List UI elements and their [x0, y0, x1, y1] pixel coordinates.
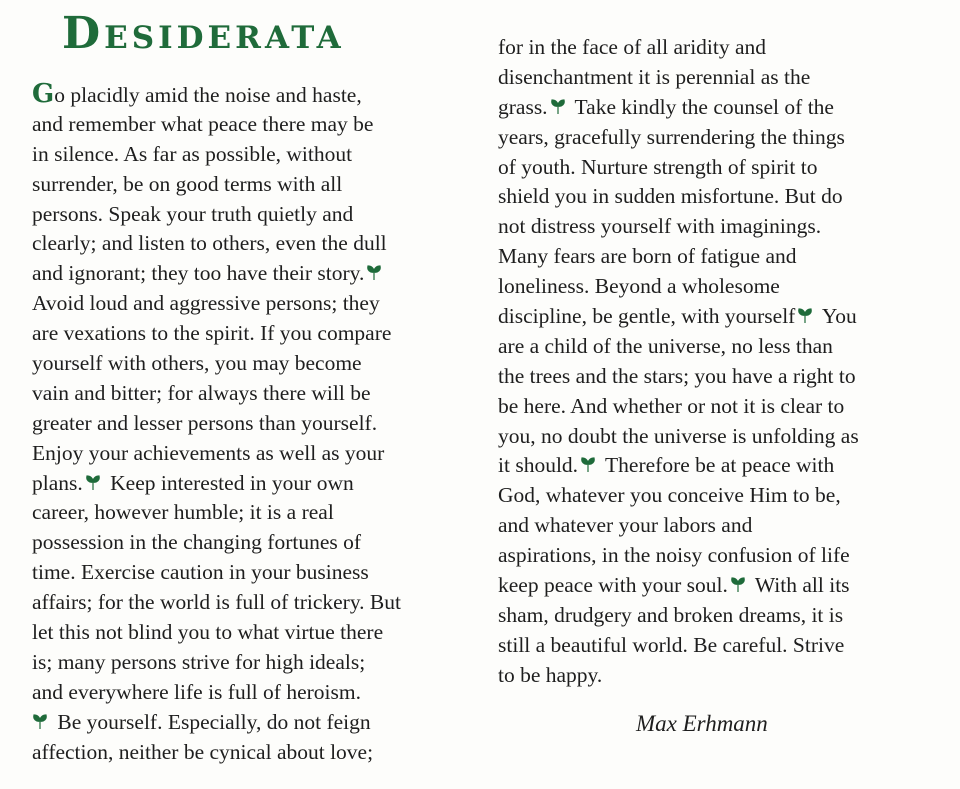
text-line: let this not blind you to what virtue there: [32, 620, 384, 645]
leaf-ornament-icon: [797, 308, 813, 324]
leaf-ornament-icon: [366, 265, 382, 281]
leaf-ornament-icon: [730, 577, 746, 593]
line-text: With all its: [749, 573, 850, 598]
text-line: and whatever your labors and: [498, 513, 753, 538]
text-line: vain and bitter; for always there will be: [32, 380, 371, 405]
text-line: is; many persons strive for high ideals;: [32, 649, 366, 674]
text-line: in silence. As far as possible, without: [32, 141, 353, 166]
text-line: [32, 708, 472, 738]
text-line: [498, 451, 938, 481]
leaf-ornament-icon: [32, 714, 48, 730]
text-line: not distress yourself with imaginings.: [498, 214, 822, 239]
line-text: discipline, be gentle, with yourself: [498, 304, 796, 329]
text-line: sham, drudgery and broken dreams, it is: [498, 602, 844, 627]
text-line: [32, 259, 472, 289]
text-line: the trees and the stars; you have a right to: [498, 363, 856, 388]
text-line: of youth. Nurture strength of spirit to: [498, 154, 818, 179]
text-line: years, gracefully surrendering the things: [498, 124, 845, 149]
text-line: [498, 302, 938, 332]
drop-cap: G: [32, 79, 55, 109]
line-text: Be yourself. Especially, do not feign: [52, 709, 371, 734]
text-line: [498, 571, 938, 601]
text-line: [32, 80, 472, 110]
text-line: aspirations, in the noisy confusion of life: [498, 543, 850, 568]
text-line: are vexations to the spirit. If you compare: [32, 321, 392, 346]
line-text: it should.: [498, 453, 579, 478]
line-text: grass.: [498, 94, 548, 119]
leaf-ornament-icon: [580, 457, 596, 473]
text-line: career, however humble; it is a real: [32, 500, 334, 525]
text-line: time. Exercise caution in your business: [32, 560, 369, 585]
line-text: Keep interested in your own: [104, 470, 354, 495]
line-text: Take kindly the counsel of the: [569, 94, 834, 119]
line-text: o placidly amid the noise and haste,: [54, 83, 362, 107]
leaf-ornament-icon: [85, 475, 101, 491]
author-signature: Max Erhmann: [636, 711, 768, 736]
text-line: affairs; for the world is full of trickery. But: [32, 590, 401, 615]
line-text: plans.: [32, 470, 83, 495]
text-line: surrender, be on good terms with all: [32, 171, 343, 196]
text-line: yourself with others, you may become: [32, 351, 362, 376]
text-line: greater and lesser persons than yourself.: [32, 410, 378, 435]
text-line: possession in the changing fortunes of: [32, 530, 362, 555]
text-line: to be happy.: [498, 662, 603, 687]
text-line: God, whatever you conceive Him to be,: [498, 483, 841, 508]
text-line: [498, 93, 938, 123]
line-text: You: [817, 304, 857, 329]
text-line: clearly; and listen to others, even the dull: [32, 231, 387, 256]
line-text: Therefore be at peace with: [600, 453, 835, 478]
text-line: persons. Speak your truth quietly and: [32, 201, 354, 226]
leaf-ornament-icon: [550, 99, 566, 115]
text-line: Many fears are born of fatigue and: [498, 244, 797, 269]
line-text: and ignorant; they too have their story.: [32, 261, 365, 286]
text-line: and remember what peace there may be: [32, 111, 374, 136]
text-line: affection, neither be cynical about love;: [32, 739, 374, 764]
text-line: are a child of the universe, no less than: [498, 333, 833, 358]
poem-title: Desiderata: [62, 8, 345, 59]
text-line: shield you in sudden misfortune. But do: [498, 184, 843, 209]
text-line: Enjoy your achievements as well as your: [32, 440, 385, 465]
text-line: for in the face of all aridity and: [498, 35, 767, 59]
text-line: disenchantment it is perennial as the: [498, 64, 811, 89]
right-column: [498, 33, 938, 691]
left-column: [32, 80, 472, 767]
text-line: [32, 469, 472, 499]
text-line: Avoid loud and aggressive persons; they: [32, 291, 380, 316]
text-line: be here. And whether or not it is clear to: [498, 393, 845, 418]
text-line: still a beautiful world. Be careful. Strive: [498, 632, 845, 657]
text-line: loneliness. Beyond a wholesome: [498, 274, 780, 299]
text-line: and everywhere life is full of heroism.: [32, 679, 361, 704]
text-line: you, no doubt the universe is unfolding as: [498, 423, 859, 448]
line-text: keep peace with your soul.: [498, 573, 728, 598]
